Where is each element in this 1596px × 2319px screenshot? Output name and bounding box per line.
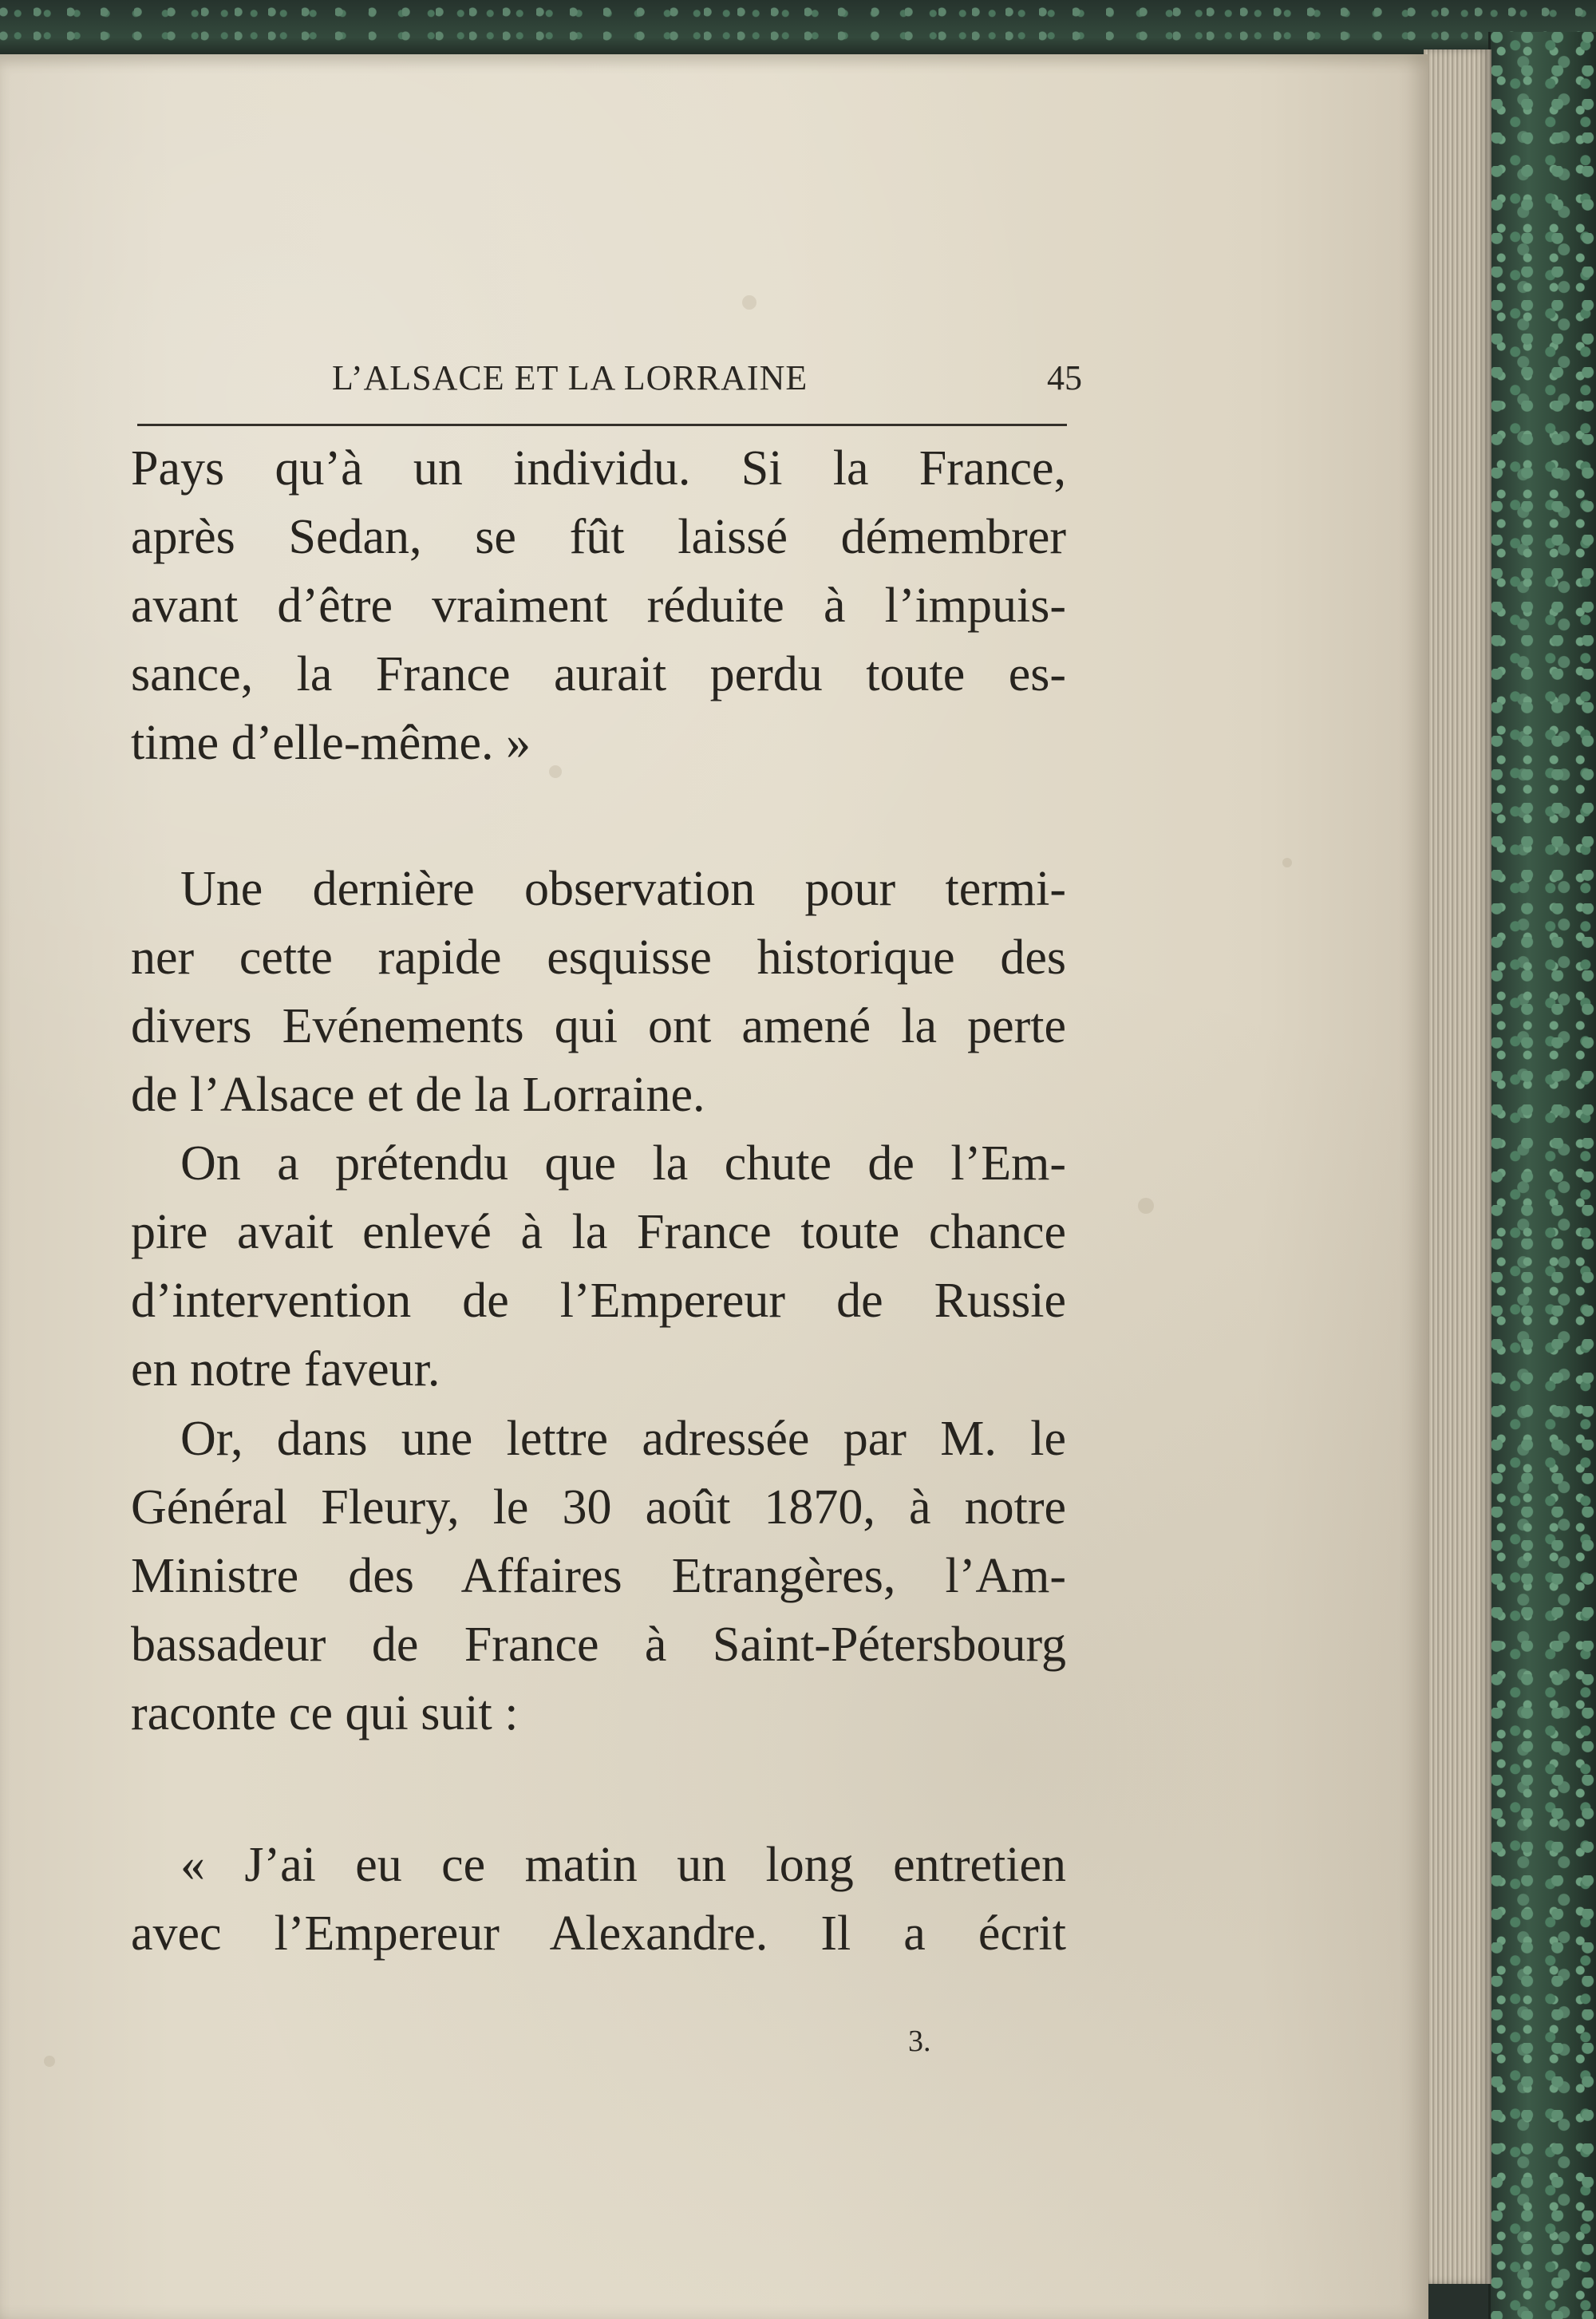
paper-spot	[742, 295, 757, 310]
text-line: pire avait enlevé à la France toute chance	[131, 1205, 1066, 1259]
text-line: Ministre des Affaires Etrangères, l’Am-	[131, 1549, 1066, 1603]
text-line: Or, dans une lettre adressée par M. le	[180, 1412, 1066, 1466]
paragraph-5	[131, 1831, 1066, 1968]
text-line: « J’ai eu ce matin un long entretien	[180, 1838, 1066, 1892]
text-line: après Sedan, se fût laissé démembrer	[131, 510, 1066, 564]
text-line: bassadeur de France à Saint-Pétersbourg	[131, 1618, 1066, 1672]
text-line: divers Evénements qui ont amené la perte	[131, 999, 1066, 1053]
text-line: time d’elle-même. »	[131, 716, 531, 770]
text-line: d’intervention de l’Empereur de Russie	[131, 1274, 1066, 1328]
printed-page	[0, 54, 1428, 2319]
marbled-cover-edge	[1488, 32, 1596, 2319]
signature-mark: 3.	[908, 2025, 931, 2058]
text-line: Pays qu’à un individu. Si la France,	[131, 441, 1066, 496]
text-line: en notre faveur.	[131, 1342, 440, 1397]
text-line: raconte ce qui suit :	[131, 1686, 519, 1740]
paragraph-4	[131, 1404, 1066, 1748]
text-line: ner cette rapide esquisse historique des	[131, 930, 1066, 985]
paper-spot	[44, 2056, 55, 2067]
running-title: L’ALSACE ET LA LORRAINE	[332, 358, 808, 397]
paragraph-1	[131, 434, 1066, 777]
paper-spot	[1138, 1198, 1154, 1214]
text-line: sance, la France aurait perdu toute es-	[131, 647, 1066, 701]
text-line: de l’Alsace et de la Lorraine.	[131, 1068, 705, 1122]
header-rule	[137, 424, 1067, 426]
paragraph-3	[131, 1129, 1066, 1404]
page-number: 45	[1047, 358, 1082, 397]
paragraph-2	[131, 855, 1066, 1129]
text-line: avant d’être vraiment réduite à l’impuis-	[131, 579, 1066, 633]
paper-spot	[1282, 858, 1292, 867]
text-line: On a prétendu que la chute de l’Em-	[180, 1136, 1066, 1191]
text-line: Général Fleury, le 30 août 1870, à notre	[131, 1480, 1066, 1535]
cover-top-edge	[0, 0, 1596, 57]
book-page-edges	[1424, 49, 1491, 2284]
running-head	[332, 358, 1082, 399]
text-line: avec l’Empereur Alexandre. Il a écrit	[131, 1906, 1066, 1961]
text-line: Une dernière observation pour termi-	[180, 862, 1066, 916]
